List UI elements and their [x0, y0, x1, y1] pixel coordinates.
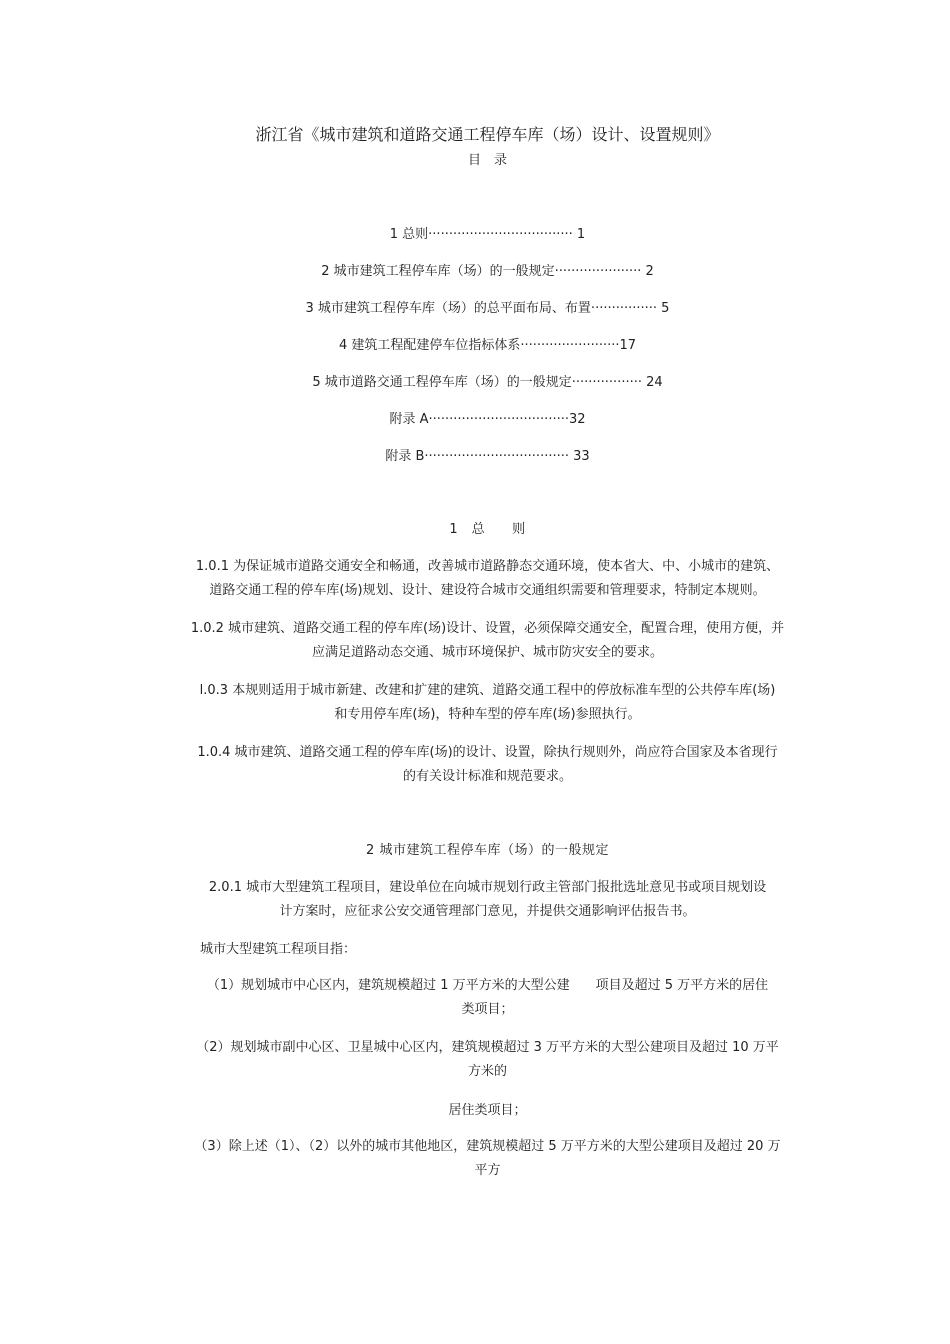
section-heading: 2 城市建筑工程停车库（场）的一般规定 [366, 843, 609, 858]
toc-item[interactable]: 附录 B··································· 33 [385, 449, 590, 464]
document-title: 浙江省《城市建筑和道路交通工程停车库（场）设计、设置规则》 [255, 125, 720, 144]
toc-heading: 目 录 [467, 153, 507, 168]
list-item-line: （1）规划城市中心区内，建筑规模超过 1 万平方米的大型公建 项目及超过 5 万平方米的居住 [206, 978, 769, 993]
paragraph-line: 道路交通工程的停车库(场)规划、设计、建设符合城市交通组织需要和管理要求，特制定本规则。 [209, 583, 766, 598]
list-item-line: 方米的 [467, 1064, 507, 1079]
paragraph-line: 1.0.2 城市建筑、道路交通工程的停车库(场)设计、设置，必须保障交通安全，配置合理，使用方便，并 [190, 621, 785, 636]
list-item-line: （2）规划城市副中心区、卫星城中心区内，建筑规模超过 3 万平方米的大型公建项目及超过 10 万平 [196, 1040, 779, 1055]
paragraph-line: l.0.3 本规则适用于城市新建、改建和扩建的建筑、道路交通工程中的停放标准车型的公共停车库(场) [199, 683, 776, 698]
toc-item[interactable]: 4 建筑工程配建停车位指标体系························17 [338, 338, 637, 353]
paragraph-line: 1.0.1 为保证城市道路交通安全和畅通，改善城市道路静态交通环境，使本省大、中、小城市的建筑、 [195, 559, 780, 574]
paragraph-line: 城市大型建筑工程项目指： [200, 942, 357, 957]
toc-item[interactable]: 1 总则··································· 1 [389, 227, 586, 242]
list-item-line: 类项目； [461, 1002, 514, 1017]
toc-item[interactable]: 3 城市建筑工程停车库（场）的总平面布局、布置················ 5 [305, 301, 670, 316]
list-item-line: （3）除上述（1）、（2）以外的城市其他地区，建筑规模超过 5 万平方米的大型公建项目及超过 20 万 [194, 1139, 781, 1154]
paragraph-line: 和专用停车库(场)，特种车型的停车库(场)参照执行。 [334, 707, 641, 722]
paragraph-line: 的有关设计标准和规范要求。 [402, 769, 572, 784]
paragraph-line: 应满足道路动态交通、城市环境保护、城市防灾安全的要求。 [311, 645, 663, 660]
toc-item[interactable]: 附录 A··································32 [389, 412, 586, 427]
list-item-line: 居住类项目； [448, 1103, 527, 1118]
section-heading: 1 总 则 [449, 522, 526, 537]
paragraph-line: 2.0.1 城市大型建筑工程项目，建设单位在向城市规划行政主管部门报批选址意见书或项目规划设 [208, 880, 767, 895]
paragraph-line: 1.0.4 城市建筑、道路交通工程的停车库(场)的设计、设置，除执行规则外，尚应符合国家及本省现行 [197, 745, 778, 760]
list-item-line: 平方 [474, 1163, 501, 1178]
toc-item[interactable]: 5 城市道路交通工程停车库（场）的一般规定················· 24 [312, 375, 663, 390]
paragraph-line: 计方案时，应征求公安交通管理部门意见，并提供交通影响评估报告书。 [279, 904, 696, 919]
toc-item[interactable]: 2 城市建筑工程停车库（场）的一般规定····················· 2 [321, 264, 654, 279]
